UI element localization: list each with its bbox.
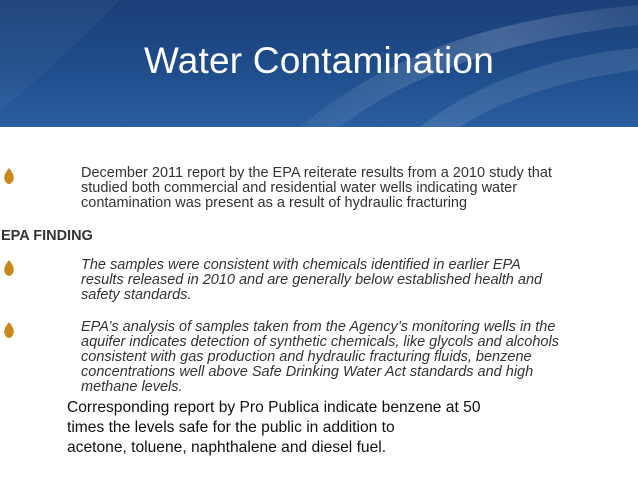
finding-line: methane levels. [81, 379, 183, 395]
finding-line: results released in 2010 and are generally below established health and [81, 272, 543, 288]
bullet-line: December 2011 report by the EPA reiterate results from a 2010 study that [81, 165, 552, 181]
note-line: acetone, toluene, naphthalene and diesel fuel. [67, 439, 387, 456]
finding-line: aquifer indicates detection of synthetic chemicals, like glycols and alcohols [81, 334, 559, 350]
finding-line: concentrations well above Safe Drinking Water Act standards and high [81, 364, 534, 380]
note-line: times the levels safe for the public in addition to [67, 419, 395, 436]
section-heading: EPA FINDING [1, 228, 93, 244]
leaf-bullet-icon [3, 168, 15, 184]
finding-line: EPA’s analysis of samples taken from the Agency’s monitoring wells in the [81, 319, 556, 335]
finding-line: safety standards. [81, 287, 192, 303]
bullet-line: contamination was present as a result of hydraulic fracturing [81, 195, 468, 211]
leaf-bullet-icon [3, 260, 15, 276]
finding-line: The samples were consistent with chemicals identified in earlier EPA [81, 257, 521, 273]
pro-publica-note [67, 398, 587, 458]
bullet-line: studied both commercial and residential water wells indicating water [81, 180, 518, 196]
leaf-bullet-icon [3, 322, 15, 338]
slide-title: Water Contamination [144, 40, 494, 81]
note-line: Corresponding report by Pro Publica indicate benzene at 50 [67, 399, 481, 416]
title-banner [0, 0, 638, 127]
finding-line: consistent with gas production and hydraulic fracturing fluids, benzene [81, 349, 532, 365]
